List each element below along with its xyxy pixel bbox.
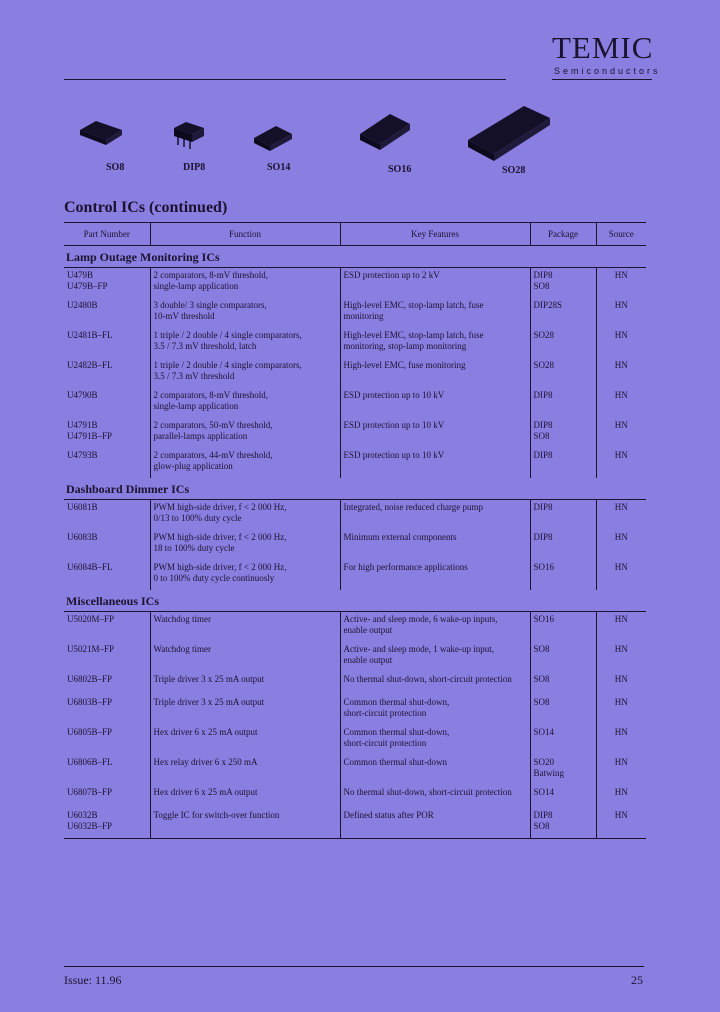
key-features-cell: [340, 612, 530, 643]
part-number-cell: [64, 530, 150, 560]
key-features-cell-line: Minimum external components: [343, 532, 457, 542]
part-number-cell-line: U6803B–FP: [67, 697, 113, 707]
function-cell-line: 10-mV threshold: [153, 311, 215, 321]
package-label-so8: SO8: [106, 162, 125, 173]
package-cell: [530, 418, 596, 448]
part-number-cell-line: U6032B–FP: [67, 821, 113, 831]
source-cell: HN: [596, 642, 646, 672]
key-features-cell-line: short-circuit protection: [343, 708, 427, 718]
package-label-dip8: DIP8: [183, 162, 206, 173]
issue-date: Issue: 11.96: [64, 973, 122, 987]
function-cell: [150, 500, 340, 531]
source-cell: HN: [596, 695, 646, 725]
table-row: [64, 530, 646, 560]
key-features-cell: [340, 695, 530, 725]
function-cell-line: 2 comparators, 8-mV threshold,: [153, 270, 269, 280]
table-row: [64, 808, 646, 839]
package-cell: [530, 298, 596, 328]
package-cell-line: SO8: [533, 697, 550, 707]
package-cell-line: SO28: [533, 360, 555, 370]
key-features-cell: [340, 298, 530, 328]
source-cell: HN: [596, 755, 646, 785]
part-number-cell: [64, 755, 150, 785]
function-cell: [150, 808, 340, 839]
table-row: [64, 695, 646, 725]
package-cell-line: SO14: [533, 787, 555, 797]
part-number-cell: [64, 672, 150, 695]
table-header-row: [64, 223, 646, 246]
function-cell: [150, 785, 340, 808]
section-title: Miscellaneous ICs: [64, 590, 646, 612]
package-cell-line: Batwing: [533, 768, 564, 778]
package-cell: [530, 388, 596, 418]
function-cell-line: PWM high-side driver, f < 2 000 Hz,: [153, 562, 287, 572]
part-number-cell: [64, 612, 150, 643]
function-cell: [150, 298, 340, 328]
part-number-cell-line: U5021M–FP: [67, 644, 115, 654]
part-number-cell-line: U6032B: [67, 810, 98, 820]
key-features-cell-line: ESD protection up to 2 kV: [343, 270, 440, 280]
table-body: [64, 246, 646, 839]
key-features-cell: [340, 560, 530, 590]
key-features-cell-line: enable output: [343, 655, 393, 665]
table-row: [64, 448, 646, 478]
package-cell-line: DIP8: [533, 502, 553, 512]
source-cell: HN: [596, 328, 646, 358]
key-features-cell: [340, 358, 530, 388]
key-features-cell-line: enable output: [343, 625, 393, 635]
function-cell-line: Triple driver 3 x 25 mA output: [153, 674, 265, 684]
so28-chip-icon: [468, 106, 550, 161]
package-cell-line: SO8: [533, 674, 550, 684]
part-number-cell-line: U5020M–FP: [67, 614, 115, 624]
section-header-row: [64, 590, 646, 612]
part-number-cell: [64, 448, 150, 478]
package-label-so28: SO28: [502, 165, 526, 176]
package-cell-line: SO28: [533, 330, 555, 340]
dip8-chip-icon: [174, 122, 204, 149]
key-features-cell: [340, 448, 530, 478]
package-cell: [530, 695, 596, 725]
so14-chip-icon: [254, 126, 292, 151]
function-cell-line: 1 triple / 2 double / 4 single comparators,: [153, 360, 302, 370]
function-cell: [150, 448, 340, 478]
function-cell-line: Watchdog timer: [153, 614, 212, 624]
package-label-so14: SO14: [267, 162, 291, 173]
part-number-cell-line: U2482B–FL: [67, 360, 113, 370]
package-label-so16: SO16: [388, 164, 412, 175]
package-cell-line: SO20: [533, 757, 555, 767]
table-row: [64, 612, 646, 643]
package-cell-line: SO8: [533, 431, 550, 441]
function-cell-line: Hex driver 6 x 25 mA output: [153, 727, 258, 737]
table-row: [64, 358, 646, 388]
part-number-cell: [64, 695, 150, 725]
package-cell: [530, 448, 596, 478]
package-cell: [530, 328, 596, 358]
page-number: 25: [631, 973, 643, 987]
function-cell-line: 1 triple / 2 double / 4 single comparators,: [153, 330, 302, 340]
part-number-cell-line: U4791B–FP: [67, 431, 113, 441]
function-cell-line: single-lamp application: [153, 281, 239, 291]
table-row: [64, 268, 646, 299]
key-features-cell-line: Defined status after POR: [343, 810, 434, 820]
key-features-cell-line: Integrated, noise reduced charge pump: [343, 502, 484, 512]
function-cell-line: Triple driver 3 x 25 mA output: [153, 697, 265, 707]
section-header-row: [64, 246, 646, 268]
key-features-cell-line: No thermal shut-down, short-circuit protection: [343, 674, 512, 684]
section-title: Lamp Outage Monitoring ICs: [64, 246, 646, 268]
key-features-cell-line: High-level EMC, fuse monitoring: [343, 360, 466, 370]
function-cell-line: 2 comparators, 8-mV threshold,: [153, 390, 269, 400]
part-number-cell-line: U4793B: [67, 450, 98, 460]
package-cell-line: DIP28S: [533, 300, 563, 310]
table-row: [64, 500, 646, 531]
part-number-cell: [64, 560, 150, 590]
package-cell-line: SO16: [533, 562, 555, 572]
part-number-cell: [64, 268, 150, 299]
source-cell: HN: [596, 808, 646, 839]
package-cell: [530, 785, 596, 808]
table-row: [64, 388, 646, 418]
part-number-cell-line: U6802B–FP: [67, 674, 113, 684]
key-features-cell-line: Active- and sleep mode, 1 wake-up input,: [343, 644, 494, 654]
key-features-cell-line: ESD protection up to 10 kV: [343, 390, 445, 400]
table-row: [64, 785, 646, 808]
part-number-cell-line: U4791B: [67, 420, 98, 430]
key-features-cell: [340, 268, 530, 299]
part-number-cell: [64, 642, 150, 672]
key-features-cell-line: High-level EMC, stop-lamp latch, fuse: [343, 300, 484, 310]
table-row: [64, 418, 646, 448]
part-number-cell: [64, 328, 150, 358]
table-row: [64, 672, 646, 695]
section-title: Dashboard Dimmer ICs: [64, 478, 646, 500]
column-header-key-features: Key Features: [340, 223, 530, 246]
function-cell-line: single-lamp application: [153, 401, 239, 411]
package-cell: [530, 268, 596, 299]
key-features-cell: [340, 785, 530, 808]
package-cell: [530, 672, 596, 695]
table-row: [64, 328, 646, 358]
package-cell-line: DIP8: [533, 270, 553, 280]
source-cell: HN: [596, 785, 646, 808]
source-cell: HN: [596, 448, 646, 478]
function-cell: [150, 755, 340, 785]
so8-chip-icon: [80, 121, 122, 145]
package-cell-line: DIP8: [533, 532, 553, 542]
key-features-cell: [340, 755, 530, 785]
key-features-cell-line: Common thermal shut-down,: [343, 727, 450, 737]
source-cell: HN: [596, 560, 646, 590]
package-cell-line: DIP8: [533, 420, 553, 430]
function-cell: [150, 418, 340, 448]
table-row: [64, 642, 646, 672]
package-cell: [530, 500, 596, 531]
key-features-cell: [340, 725, 530, 755]
so16-chip-icon: [360, 114, 410, 150]
function-cell: [150, 268, 340, 299]
package-cell-line: SO14: [533, 727, 555, 737]
key-features-cell: [340, 642, 530, 672]
control-ics-table: [64, 222, 646, 839]
source-cell: HN: [596, 418, 646, 448]
package-illustrations: [0, 0, 720, 190]
function-cell-line: glow-plug application: [153, 461, 233, 471]
part-number-cell-line: U4790B: [67, 390, 98, 400]
key-features-cell: [340, 500, 530, 531]
source-cell: HN: [596, 612, 646, 643]
temic-logo: TEMIC: [552, 30, 654, 65]
package-cell: [530, 725, 596, 755]
part-number-cell: [64, 725, 150, 755]
function-cell: [150, 328, 340, 358]
function-cell: [150, 612, 340, 643]
function-cell-line: PWM high-side driver, f < 2 000 Hz,: [153, 532, 287, 542]
key-features-cell: [340, 328, 530, 358]
function-cell-line: Hex driver 6 x 25 mA output: [153, 787, 258, 797]
function-cell: [150, 672, 340, 695]
part-number-cell: [64, 500, 150, 531]
column-header-function: Function: [150, 223, 340, 246]
section-header-row: [64, 478, 646, 500]
function-cell: [150, 642, 340, 672]
source-cell: HN: [596, 500, 646, 531]
key-features-cell-line: Common thermal shut-down,: [343, 697, 450, 707]
function-cell-line: 2 comparators, 44-mV threshold,: [153, 450, 273, 460]
part-number-cell-line: U6805B–FP: [67, 727, 113, 737]
function-cell-line: Toggle IC for switch-over function: [153, 810, 280, 820]
key-features-cell-line: For high performance applications: [343, 562, 468, 572]
function-cell: [150, 358, 340, 388]
function-cell-line: 3.5 / 7.3 mV threshold: [153, 371, 235, 381]
key-features-cell-line: Active- and sleep mode, 6 wake-up inputs,: [343, 614, 498, 624]
key-features-cell: [340, 530, 530, 560]
part-number-cell-line: U479B–FP: [67, 281, 108, 291]
part-number-cell-line: U2481B–FL: [67, 330, 113, 340]
part-number-cell-line: U479B: [67, 270, 94, 280]
function-cell: [150, 560, 340, 590]
package-cell-line: DIP8: [533, 810, 553, 820]
function-cell-line: 3.5 / 7.3 mV threshold, latch: [153, 341, 257, 351]
source-cell: HN: [596, 388, 646, 418]
column-header-part-number: Part Number: [64, 223, 150, 246]
package-cell-line: DIP8: [533, 450, 553, 460]
package-cell: [530, 755, 596, 785]
part-number-cell: [64, 298, 150, 328]
source-cell: HN: [596, 672, 646, 695]
table-row: [64, 755, 646, 785]
part-number-cell-line: U6084B–FL: [67, 562, 113, 572]
key-features-cell: [340, 388, 530, 418]
function-cell: [150, 725, 340, 755]
part-number-cell: [64, 388, 150, 418]
package-cell: [530, 358, 596, 388]
key-features-cell: [340, 808, 530, 839]
source-cell: HN: [596, 268, 646, 299]
key-features-cell-line: monitoring, stop-lamp monitoring: [343, 341, 467, 351]
part-number-cell-line: U2480B: [67, 300, 98, 310]
source-cell: HN: [596, 530, 646, 560]
table-row: [64, 298, 646, 328]
function-cell-line: PWM high-side driver, f < 2 000 Hz,: [153, 502, 287, 512]
function-cell-line: 2 comparators, 50-mV threshold,: [153, 420, 273, 430]
function-cell-line: 0 to 100% duty cycle continuosly: [153, 573, 275, 583]
package-cell-line: SO8: [533, 281, 550, 291]
part-number-cell: [64, 808, 150, 839]
key-features-cell: [340, 418, 530, 448]
package-cell-line: SO8: [533, 644, 550, 654]
key-features-cell-line: ESD protection up to 10 kV: [343, 450, 445, 460]
source-cell: HN: [596, 298, 646, 328]
table-row: [64, 560, 646, 590]
source-cell: HN: [596, 358, 646, 388]
package-cell-line: SO16: [533, 614, 555, 624]
package-cell: [530, 612, 596, 643]
function-cell-line: Hex relay driver 6 x 250 mA: [153, 757, 258, 767]
package-cell-line: DIP8: [533, 390, 553, 400]
source-cell: HN: [596, 725, 646, 755]
function-cell: [150, 695, 340, 725]
part-number-cell: [64, 358, 150, 388]
key-features-cell-line: No thermal shut-down, short-circuit protection: [343, 787, 512, 797]
function-cell-line: 0/13 to 100% duty cycle: [153, 513, 242, 523]
page-title: Control ICs (continued): [64, 199, 228, 216]
key-features-cell: [340, 672, 530, 695]
part-number-cell-line: U6081B: [67, 502, 98, 512]
part-number-cell-line: U6807B–FP: [67, 787, 113, 797]
footer-rule: [64, 966, 644, 967]
part-number-cell-line: U6083B: [67, 532, 98, 542]
package-cell: [530, 642, 596, 672]
function-cell: [150, 530, 340, 560]
package-cell-line: SO8: [533, 821, 550, 831]
key-features-cell-line: short-circuit protection: [343, 738, 427, 748]
function-cell-line: 3 double/ 3 single comparators,: [153, 300, 267, 310]
key-features-cell-line: ESD protection up to 10 kV: [343, 420, 445, 430]
package-cell: [530, 530, 596, 560]
part-number-cell: [64, 418, 150, 448]
key-features-cell-line: Common thermal shut-down: [343, 757, 447, 767]
function-cell-line: parallel-lamps application: [153, 431, 248, 441]
package-cell: [530, 808, 596, 839]
part-number-cell-line: U6806B–FL: [67, 757, 113, 767]
column-header-source: Source: [596, 223, 646, 246]
function-cell-line: 18 to 100% duty cycle: [153, 543, 235, 553]
logo-subtitle: Semiconductors: [554, 66, 661, 76]
function-cell-line: Watchdog timer: [153, 644, 212, 654]
table-row: [64, 725, 646, 755]
part-number-cell: [64, 785, 150, 808]
key-features-cell-line: monitoring: [343, 311, 384, 321]
function-cell: [150, 388, 340, 418]
key-features-cell-line: High-level EMC, stop-lamp latch, fuse: [343, 330, 484, 340]
package-cell: [530, 560, 596, 590]
column-header-package: Package: [530, 223, 596, 246]
